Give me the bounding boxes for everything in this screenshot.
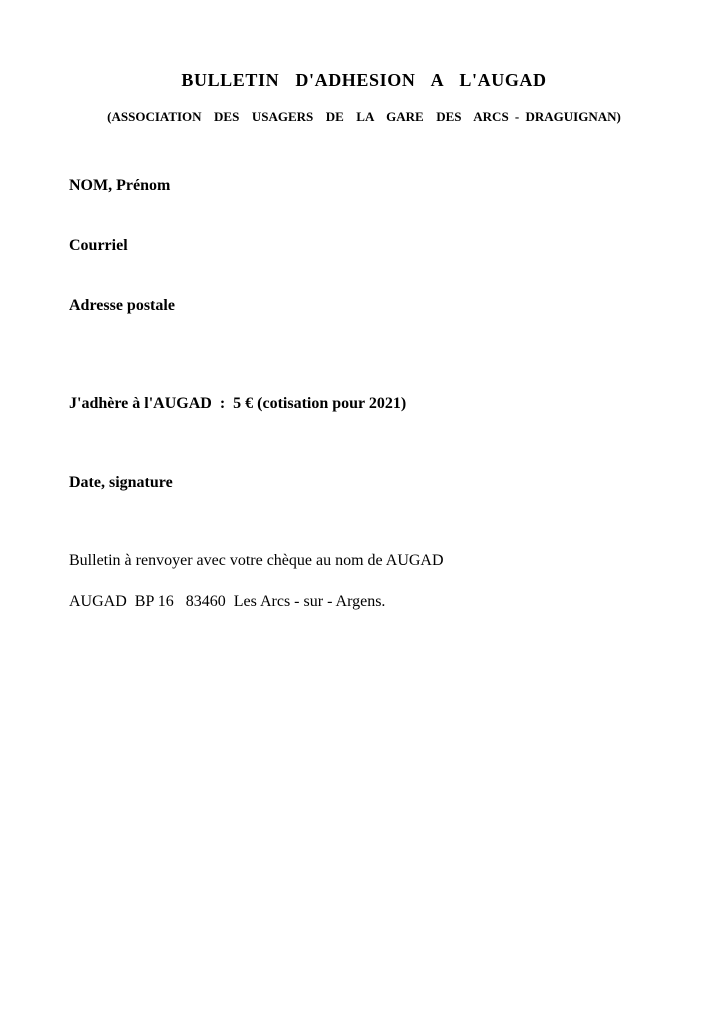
association-postal-address: AUGAD BP 16 83460 Les Arcs - sur - Argens.	[69, 593, 386, 610]
postal-address-field-label: Adresse postale	[69, 297, 175, 314]
form-subtitle: (ASSOCIATION DES USAGERS DE LA GARE DES ARCS - DRAGUIGNAN)	[107, 109, 621, 124]
return-instructions: Bulletin à renvoyer avec votre chèque au nom de AUGAD	[69, 552, 444, 569]
date-signature-field-label: Date, signature	[69, 474, 173, 491]
membership-fee-line: J'adhère à l'AUGAD : 5 € (cotisation pour 2021)	[69, 395, 407, 412]
email-field-label: Courriel	[69, 237, 128, 254]
form-title: BULLETIN D'ADHESION A L'AUGAD	[181, 70, 547, 90]
name-field-label: NOM, Prénom	[69, 177, 171, 194]
